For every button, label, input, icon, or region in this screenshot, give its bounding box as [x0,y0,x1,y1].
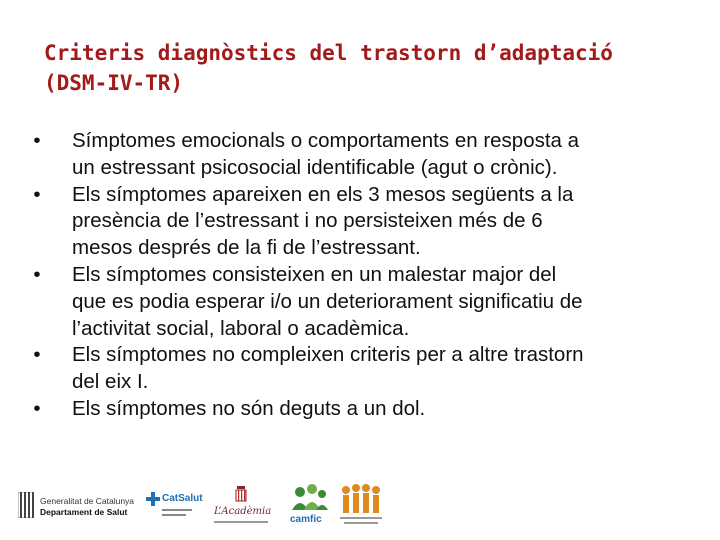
criteria-item-line: Els símptomes no compleixen criteris per a altre trastorn [72,343,584,367]
generalitat-logo-line-1: Generalitat de Catalunya [40,496,135,506]
academia-logo-text: L’Acadèmia [214,506,272,517]
bullet-dot: • [33,343,41,367]
footer-logos [0,476,720,536]
criteria-item [30,182,690,262]
catsalut-subtitle-graphic [162,508,198,518]
cross-icon [146,492,160,506]
criteria-item-line: que es podia esperar i/o un deteriorament significatiu de [72,289,583,313]
slide-title-line-1: Criteris diagnòstics del trastorn d’adaptació [44,41,613,65]
criteria-item-line: l’activitat social, laboral o acadèmica. [72,316,410,340]
criteria-item-line: mesos després de la fi de l’estressant. [72,236,421,260]
societat-logo [338,484,384,528]
criteria-item-line: del eix I. [72,370,149,394]
bullet-dot: • [33,262,41,286]
catsalut-logo-text: CatSalut [162,493,203,504]
criteria-item [30,262,690,342]
academia-logo [212,486,270,528]
slide-title-line-2: (DSM-IV-TR) [44,71,184,95]
camfic-logo-text: camfic [290,514,322,525]
criteria-item-line: Símptomes emocionals o comportaments en resposta a [72,129,580,152]
criteria-item-line: presència de l’estressant i no persisteixen més de 6 [72,209,543,233]
seal-icon [234,486,248,502]
bullet-dot: • [33,182,41,206]
figures-icon [338,484,384,528]
criteria-item-line: Els símptomes apareixen en els 3 mesos següents a la [72,182,574,206]
criteria-item [30,128,690,182]
generalitat-logo [18,492,138,522]
slide-title [44,38,684,98]
criteria-item-line: Els símptomes consisteixen en un malestar major del [72,262,557,286]
bullet-dot: • [33,129,41,152]
criteria-item [30,342,690,396]
bullet-dot: • [33,396,41,420]
criteria-item [30,396,690,423]
camfic-logo [288,484,332,528]
generalitat-logo-line-2: Departament de Salut [40,507,128,517]
criteria-item-line: un estressant psicosocial identificable (agut o crònic). [72,155,558,179]
criteria-item-line: Els símptomes no són deguts a un dol. [72,396,426,420]
people-icon [288,484,332,514]
academia-subtitle-graphic [214,520,268,526]
criteria-list [30,128,690,423]
senyera-icon [18,492,34,518]
catsalut-logo [146,490,216,524]
